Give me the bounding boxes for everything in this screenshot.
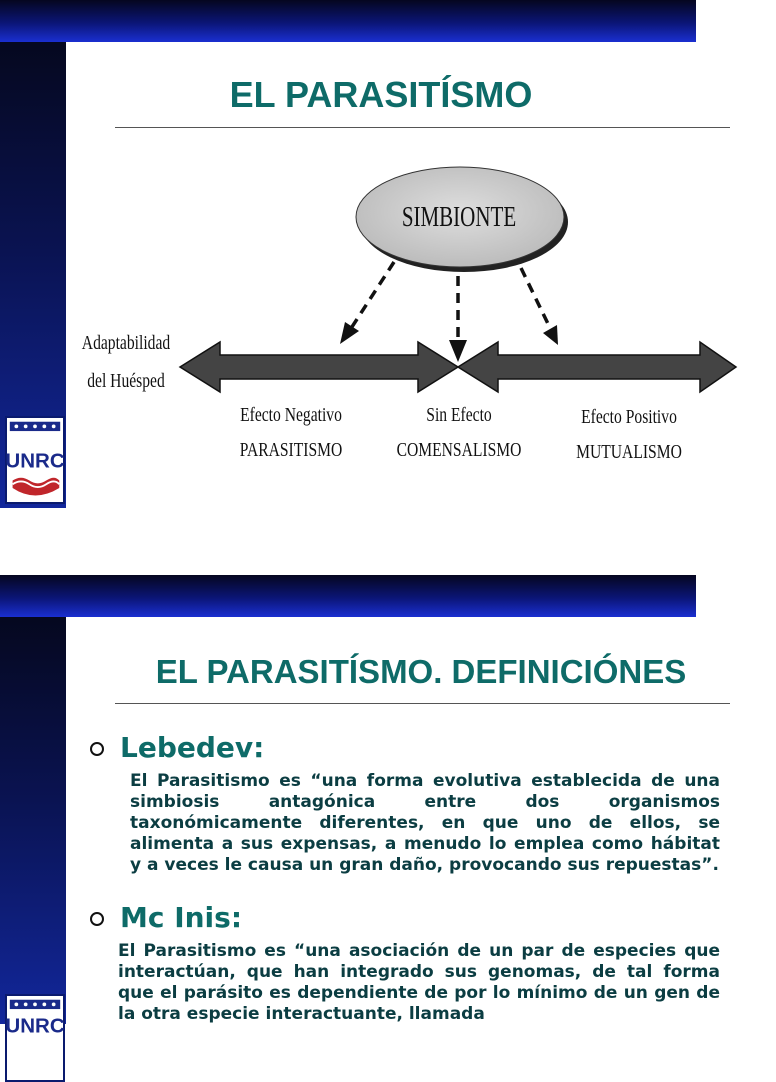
arrowhead-left bbox=[340, 322, 359, 344]
arrowhead-right bbox=[543, 325, 558, 345]
bullet-ring-icon bbox=[90, 742, 104, 756]
definition-text: El Parasitismo es “una forma evolutiva establecida de una simbiosis antagónica entre dos organismos taxonómicamente diferentes, en que uno de ellos, se alimenta a sus expensas, a menudo lo emplea como hábitat y a veces le causa un gran daño, provocando sus repuestas”. bbox=[130, 771, 720, 875]
title-divider bbox=[115, 127, 730, 128]
slide-parasitismo-definitions bbox=[0, 575, 768, 1038]
bullet-heading-text: Lebedev: bbox=[120, 731, 265, 764]
comensalismo-label: COMENSALISMO bbox=[396, 439, 522, 461]
svg-text:UNRC: UNRC bbox=[5, 1014, 65, 1038]
bullet-ring-icon bbox=[90, 912, 104, 926]
right-double-arrow bbox=[458, 342, 736, 392]
bullet-heading-mcinis bbox=[90, 901, 242, 934]
mutualismo-label: MUTUALISMO bbox=[576, 441, 682, 463]
definition-mcinis bbox=[118, 941, 720, 1025]
axis-label-line2: del Huésped bbox=[87, 370, 165, 392]
svg-text:UNRC: UNRC bbox=[5, 449, 65, 473]
symbiosis-diagram bbox=[66, 150, 766, 480]
effect-negative-label: Efecto Negativo bbox=[240, 404, 342, 426]
definition-text: El Parasitismo es “una asociación de un par de especies que interactúan, que han integrado sus genomas, de tal forma que el parásito es dependiente de por lo mínimo de un gen de la otra especie interactuante, llamada bbox=[118, 941, 720, 1024]
header-bar bbox=[0, 575, 696, 617]
unrc-logo bbox=[5, 416, 65, 504]
arrowhead-center bbox=[449, 340, 467, 362]
effect-none-label: Sin Efecto bbox=[426, 404, 492, 426]
unrc-logo bbox=[5, 994, 65, 1082]
page-title: EL PARASITÍSMO bbox=[229, 74, 533, 115]
effect-positive-label: Efecto Positivo bbox=[581, 406, 677, 428]
arrow-left-dashed bbox=[350, 262, 394, 330]
definition-lebedev bbox=[130, 771, 720, 876]
arrow-right-dashed bbox=[521, 268, 551, 330]
slide-parasitismo-diagram bbox=[0, 0, 768, 510]
header-bar bbox=[0, 0, 696, 42]
title-divider bbox=[115, 703, 730, 704]
bullet-heading-text: Mc Inis: bbox=[120, 901, 243, 934]
left-double-arrow bbox=[180, 342, 458, 392]
sidebar-strip bbox=[0, 617, 66, 1024]
simbionte-label: SIMBIONTE bbox=[401, 202, 517, 233]
parasitismo-label: PARASITISMO bbox=[239, 439, 343, 461]
axis-label-line1: Adaptabilidad bbox=[81, 332, 171, 354]
bullet-heading-lebedev bbox=[90, 731, 264, 764]
page-title: EL PARASITÍSMO. DEFINICIÓNES bbox=[155, 653, 687, 690]
